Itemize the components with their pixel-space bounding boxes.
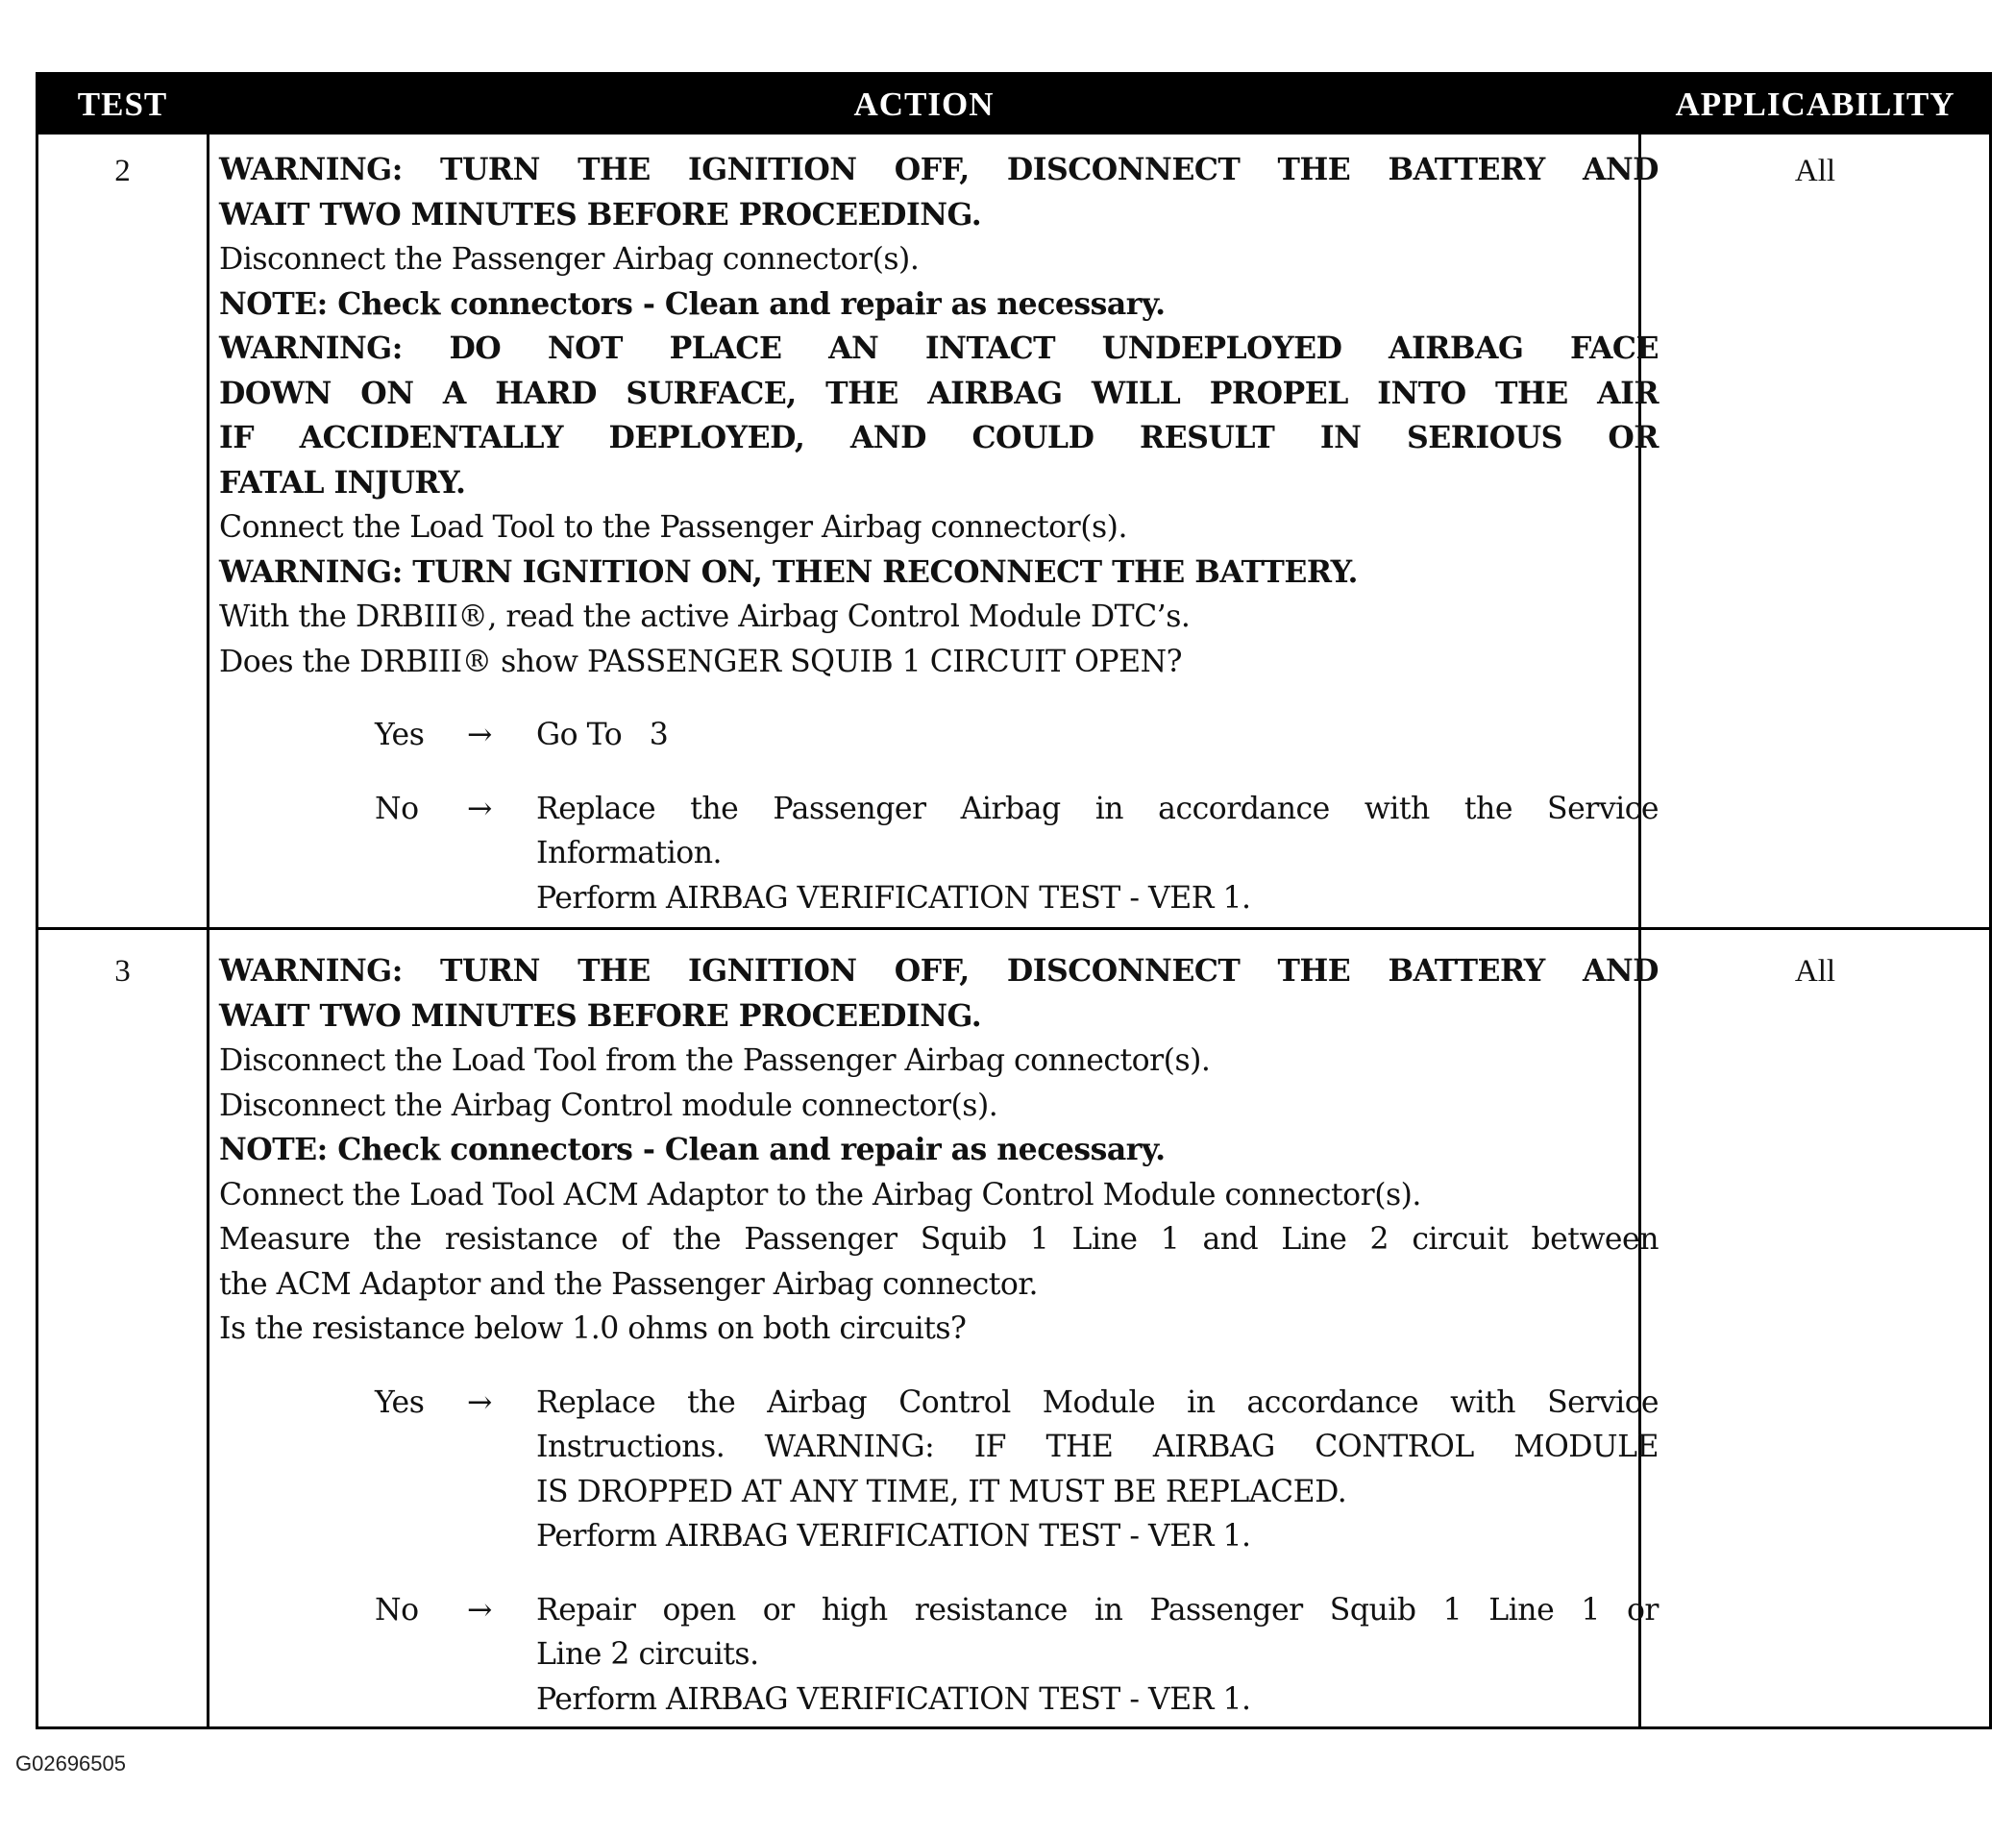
warning-text: WARNING: TURN IGNITION ON, THEN RECONNECT THE BATTERY. [219, 553, 1358, 590]
note-text: NOTE: Check connectors - Clean and repair as necessary. [219, 1132, 1166, 1167]
answer-label: Yes [375, 718, 425, 752]
warning-text: WARNING: DO NOT PLACE AN INTACT UNDEPLOYED AIRBAG FACE [219, 330, 1659, 366]
applicability-value: All [1794, 154, 1836, 188]
answer-label: Yes [375, 1384, 425, 1420]
answer-text: Perform AIRBAG VERIFICATION TEST - VER 1. [536, 1681, 1251, 1717]
warning-text: WAIT TWO MINUTES BEFORE PROCEEDING. [219, 997, 982, 1034]
answer-text: Perform AIRBAG VERIFICATION TEST - VER 1. [536, 1519, 1251, 1554]
question-text: Is the resistance below 1.0 ohms on both circuits? [219, 1311, 967, 1346]
answer-yes [219, 1381, 1659, 1559]
test-number: 3 [114, 954, 131, 989]
answer-label: No [375, 1592, 419, 1628]
answer-text: Repair open or high resistance in Passenger Squib 1 Line 1 or [536, 1592, 1659, 1628]
column-divider [207, 135, 209, 1726]
warning-text: IF ACCIDENTALLY DEPLOYED, AND COULD RESULT IN SERIOUS OR [219, 420, 1659, 455]
answer-text: Perform AIRBAG VERIFICATION TEST - VER 1. [536, 880, 1251, 916]
answer-text: IS DROPPED AT ANY TIME, IT MUST BE REPLACED. [536, 1474, 1347, 1509]
header-applicability: APPLICABILITY [1675, 86, 1955, 123]
answer-no [219, 787, 1659, 921]
figure-id: G02696505 [15, 1751, 126, 1775]
warning-text: WAIT TWO MINUTES BEFORE PROCEEDING. [219, 196, 982, 233]
row-divider [38, 927, 1989, 930]
answer-no [219, 1588, 1659, 1723]
answer-text: Replace the Passenger Airbag in accordance with the Service [536, 791, 1659, 826]
diagnostic-table [36, 72, 1992, 1729]
instruction-text: the ACM Adaptor and the Passenger Airbag connector. [219, 1266, 1039, 1302]
instruction-text: Disconnect the Passenger Airbag connector(s). [219, 242, 920, 277]
instruction-text: Measure the resistance of the Passenger Squib 1 Line 1 and Line 2 circuit between [219, 1222, 1659, 1257]
arrow-icon: → [467, 718, 492, 752]
instruction-text: Disconnect the Load Tool from the Passenger Airbag connector(s). [219, 1043, 1211, 1078]
question-text: Does the DRBIII® show PASSENGER SQUIB 1 CIRCUIT OPEN? [219, 644, 1183, 679]
answer-yes [219, 713, 1659, 758]
note-text: NOTE: Check connectors - Clean and repair as necessary. [219, 285, 1166, 322]
table-header [38, 75, 1989, 135]
answer-text: Instructions. WARNING: IF THE AIRBAG CONTROL MODULE [536, 1430, 1659, 1464]
arrow-icon: → [467, 791, 492, 826]
test-number: 2 [114, 154, 131, 188]
arrow-icon: → [467, 1592, 492, 1628]
instruction-text: Disconnect the Airbag Control module connector(s). [219, 1088, 998, 1123]
applicability-value: All [1794, 954, 1836, 989]
warning-text: WARNING: TURN THE IGNITION OFF, DISCONNECT THE BATTERY AND [219, 152, 1659, 187]
answer-label: No [375, 791, 419, 826]
header-action: ACTION [853, 86, 995, 123]
action-cell [219, 148, 1659, 920]
warning-text: WARNING: TURN THE IGNITION OFF, DISCONNECT THE BATTERY AND [219, 953, 1659, 989]
answer-text: Information. [536, 836, 723, 870]
instruction-text: Connect the Load Tool ACM Adaptor to the Airbag Control Module connector(s). [219, 1177, 1421, 1212]
arrow-icon: → [467, 1384, 492, 1420]
instruction-text: Connect the Load Tool to the Passenger Airbag connector(s). [219, 510, 1127, 545]
header-test: TEST [77, 86, 168, 123]
warning-text: FATAL INJURY. [219, 464, 466, 501]
answer-text: Go To 3 [536, 718, 669, 752]
warning-text: DOWN ON A HARD SURFACE, THE AIRBAG WILL PROPEL INTO THE AIR [219, 375, 1659, 411]
action-cell [219, 949, 1659, 1722]
answer-text: Replace the Airbag Control Module in accordance with Service [536, 1384, 1659, 1420]
answer-text: Line 2 circuits. [536, 1637, 759, 1672]
instruction-text: With the DRBIII®, read the active Airbag Control Module DTC’s. [219, 600, 1191, 634]
